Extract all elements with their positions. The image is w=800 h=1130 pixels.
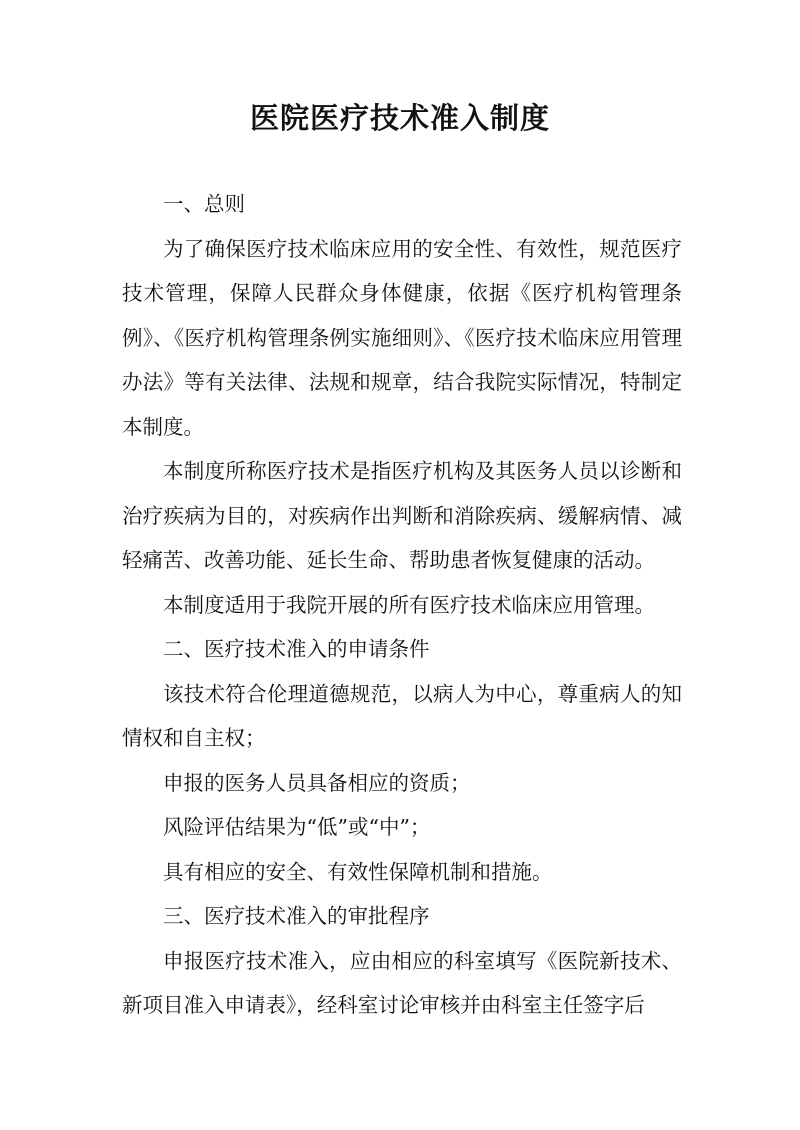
paragraph-purpose: 为了确保医疗技术临床应用的安全性、有效性，规范医疗技术管理，保障人民群众身体健康，依据《医疗机构管理条例》、《医疗机构管理条例实施细则》、《医疗技术临床应用管理办法》等有关法律、法规和规章，结合我院实际情况，特制定本制度。 (122, 236, 682, 439)
paragraph-definition: 本制度所称医疗技术是指医疗机构及其医务人员以诊断和治疗疾病为目的，对疾病作出判断和消除疾病、缓解病情、减轻痛苦、改善功能、延长生命、帮助患者恢复健康的活动。 (122, 459, 682, 572)
paragraph-scope: 本制度适用于我院开展的所有医疗技术临床应用管理。 (163, 592, 655, 617)
paragraph-approval-procedure: 申报医疗技术准入，应由相应的科室填写《医院新技术、新项目准入申请表》，经科室讨论审核并由科室主任签字后 (122, 948, 682, 1017)
document-body (122, 182, 682, 1028)
section-heading-application-conditions: 二、医疗技术准入的申请条件 (163, 637, 430, 661)
condition-ethics: 该技术符合伦理道德规范，以病人为中心，尊重病人的知情权和自主权； (122, 681, 682, 750)
condition-risk-assessment: 风险评估结果为“低”或“中”； (163, 815, 431, 839)
condition-qualification: 申报的医务人员具备相应的资质； (163, 770, 471, 795)
section-heading-approval-procedure: 三、医疗技术准入的审批程序 (163, 904, 430, 928)
section-heading-general: 一、总则 (163, 192, 245, 216)
page-title: 医院医疗技术准入制度 (249, 101, 550, 135)
condition-safety-mechanism: 具有相应的安全、有效性保障机制和措施。 (163, 859, 553, 884)
